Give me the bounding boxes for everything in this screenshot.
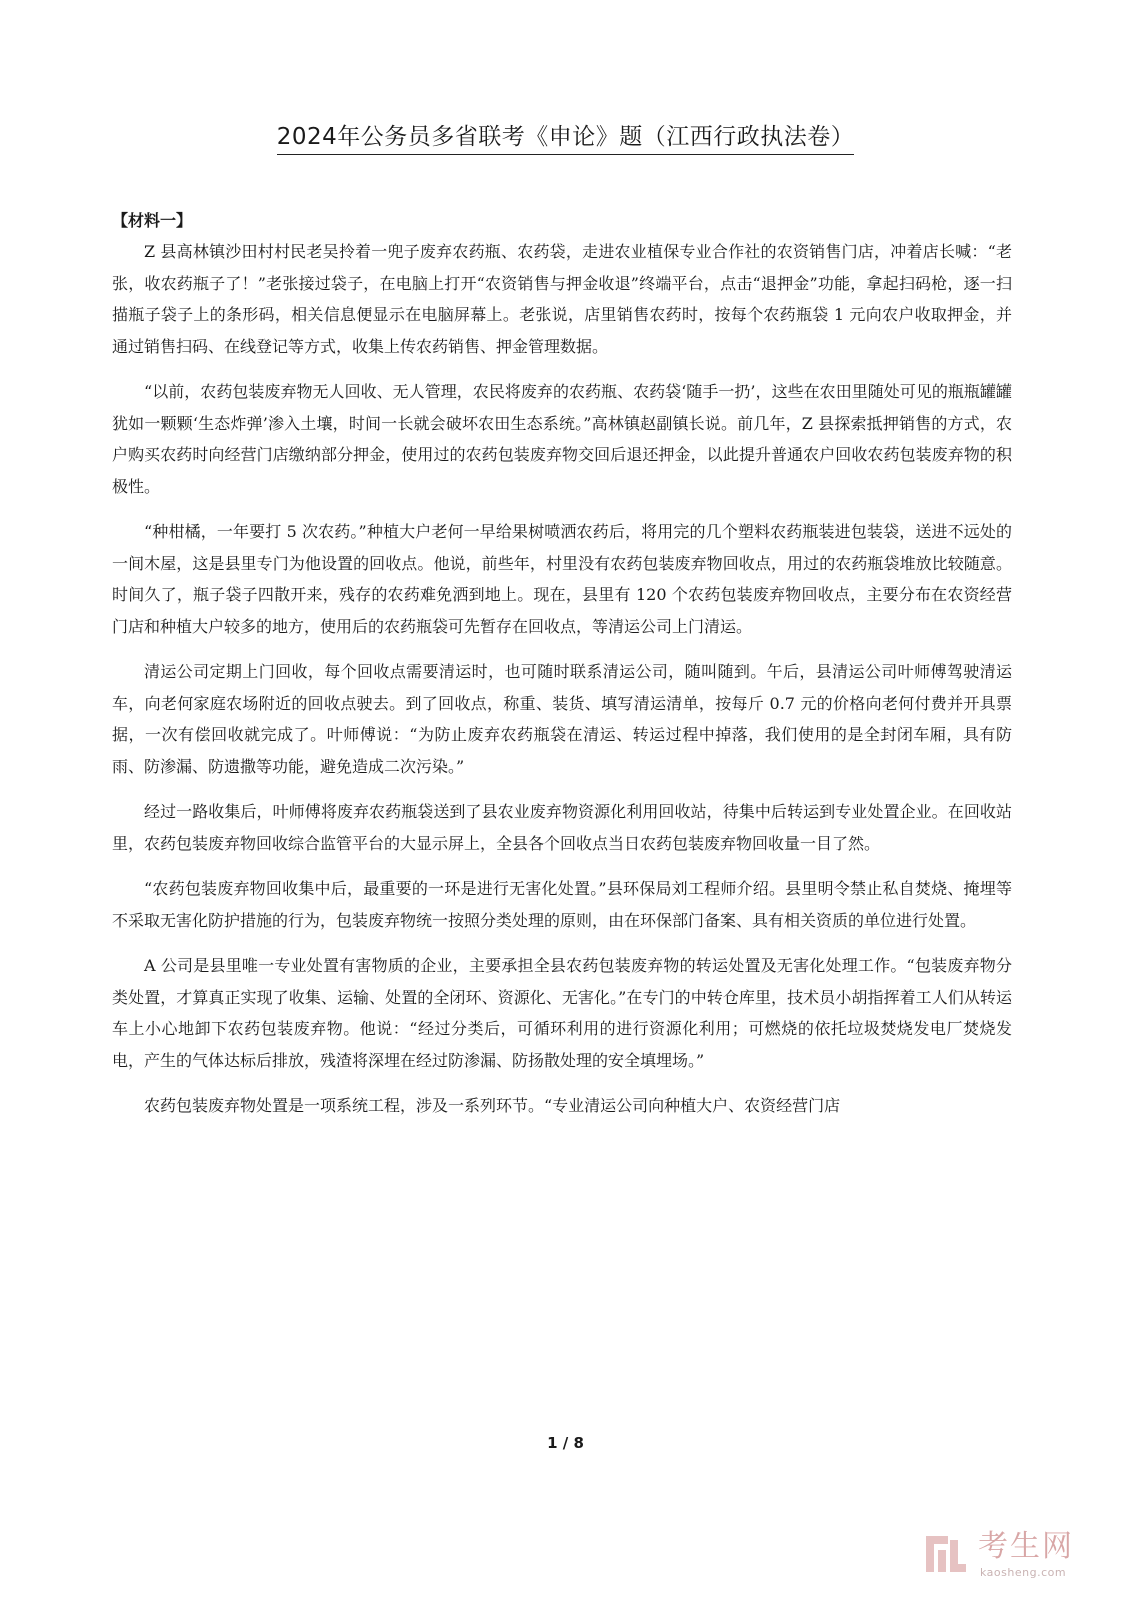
paragraph-3: “种柑橘，一年要打 5 次农药。”种植大户老何一早给果树喷洒农药后，将用完的几个塑料农药瓶装进包装袋，送进不远处的一间木屋，这是县里专门为他设置的回收点。他说，前些年，村里没有农药包装废弃物回收点，用过的农药瓶袋堆放比较随意。时间久了，瓶子袋子四散开来，残存的农药难免洒到地上。现在，县里有 120 个农药包装废弃物回收点，主要分布在农资经营门店和种植大户较多的地方，使用后的农药瓶袋可先暂存在回收点，等清运公司上门清运。 xyxy=(112,522,1012,636)
paragraph-5: 经过一路收集后，叶师傅将废弃农药瓶袋送到了县农业废弃物资源化利用回收站，待集中后转运到专业处置企业。在回收站里，农药包装废弃物回收综合监管平台的大显示屏上，全县各个回收点当日农药包装废弃物回收量一目了然。 xyxy=(112,802,1012,853)
page-number: 1 / 8 xyxy=(547,1434,584,1452)
section-label: 【材料一】 xyxy=(112,211,193,230)
document-title-wrap xyxy=(0,118,1131,151)
watermark xyxy=(922,1530,1112,1586)
paragraph-2: “以前，农药包装废弃物无人回收、无人管理，农民将废弃的农药瓶、农药袋‘随手一扔’，这些在农田里随处可见的瓶瓶罐罐犹如一颗颗‘生态炸弹’渗入土壤，时间一长就会破坏农田生态系统。”高林镇赵副镇长说。前几年，Z 县探索抵押销售的方式，农户购买农药时向经营门店缴纳部分押金，使用过的农药包装废弃物交回后退还押金，以此提升普通农户回收农药包装废弃物的积极性。 xyxy=(112,382,1012,496)
paragraph-1: Z 县高林镇沙田村村民老吴拎着一兜子废弃农药瓶、农药袋，走进农业植保专业合作社的农资销售门店，冲着店长喊：“老张，收农药瓶子了！”老张接过袋子，在电脑上打开“农资销售与押金收退”终端平台，点击“退押金”功能，拿起扫码枪，逐一扫描瓶子袋子上的条形码，相关信息便显示在电脑屏幕上。老张说，店里销售农药时，按每个农药瓶袋 1 元向农户收取押金，并通过销售扫码、在线登记等方式，收集上传农药销售、押金管理数据。 xyxy=(112,242,1012,356)
kaosheng-logo-icon xyxy=(922,1530,970,1578)
document-title: 2024年公务员多省联考《申论》题（江西行政执法卷） xyxy=(277,124,855,155)
document-body xyxy=(112,208,1012,1136)
paragraph-4: 清运公司定期上门回收，每个回收点需要清运时，也可随时联系清运公司，随叫随到。午后，县清运公司叶师傅驾驶清运车，向老何家庭农场附近的回收点驶去。到了回收点，称重、装货、填写清运清单，按每斤 0.7 元的价格向老何付费并开具票据，一次有偿回收就完成了。叶师傅说：“为防止废弃农药瓶袋在清运、转运过程中掉落，我们使用的是全封闭车厢，具有防雨、防渗漏、防遗撒等功能，避免造成二次污染。” xyxy=(112,662,1012,776)
watermark-url: kaosheng.com xyxy=(980,1566,1067,1579)
paragraph-7: A 公司是县里唯一专业处置有害物质的企业，主要承担全县农药包装废弃物的转运处置及无害化处理工作。“包装废弃物分类处置，才算真正实现了收集、运输、处置的全闭环、资源化、无害化。”在专门的中转仓库里，技术员小胡指挥着工人们从转运车上小心地卸下农药包装废弃物。他说：“经过分类后，可循环利用的进行资源化利用；可燃烧的依托垃圾焚烧发电厂焚烧发电，产生的气体达标后排放，残渣将深埋在经过防渗漏、防扬散处理的安全填埋场。” xyxy=(112,956,1012,1070)
watermark-brand: 考生网 xyxy=(978,1529,1074,1564)
paragraph-6: “农药包装废弃物回收集中后，最重要的一环是进行无害化处置。”县环保局刘工程师介绍。县里明令禁止私自焚烧、掩埋等不采取无害化防护措施的行为，包装废弃物统一按照分类处理的原则，由在环保部门备案、具有相关资质的单位进行处置。 xyxy=(112,879,1012,930)
paragraph-8: 农药包装废弃物处置是一项系统工程，涉及一系列环节。“专业清运公司向种植大户、农资经营门店 xyxy=(144,1096,841,1115)
